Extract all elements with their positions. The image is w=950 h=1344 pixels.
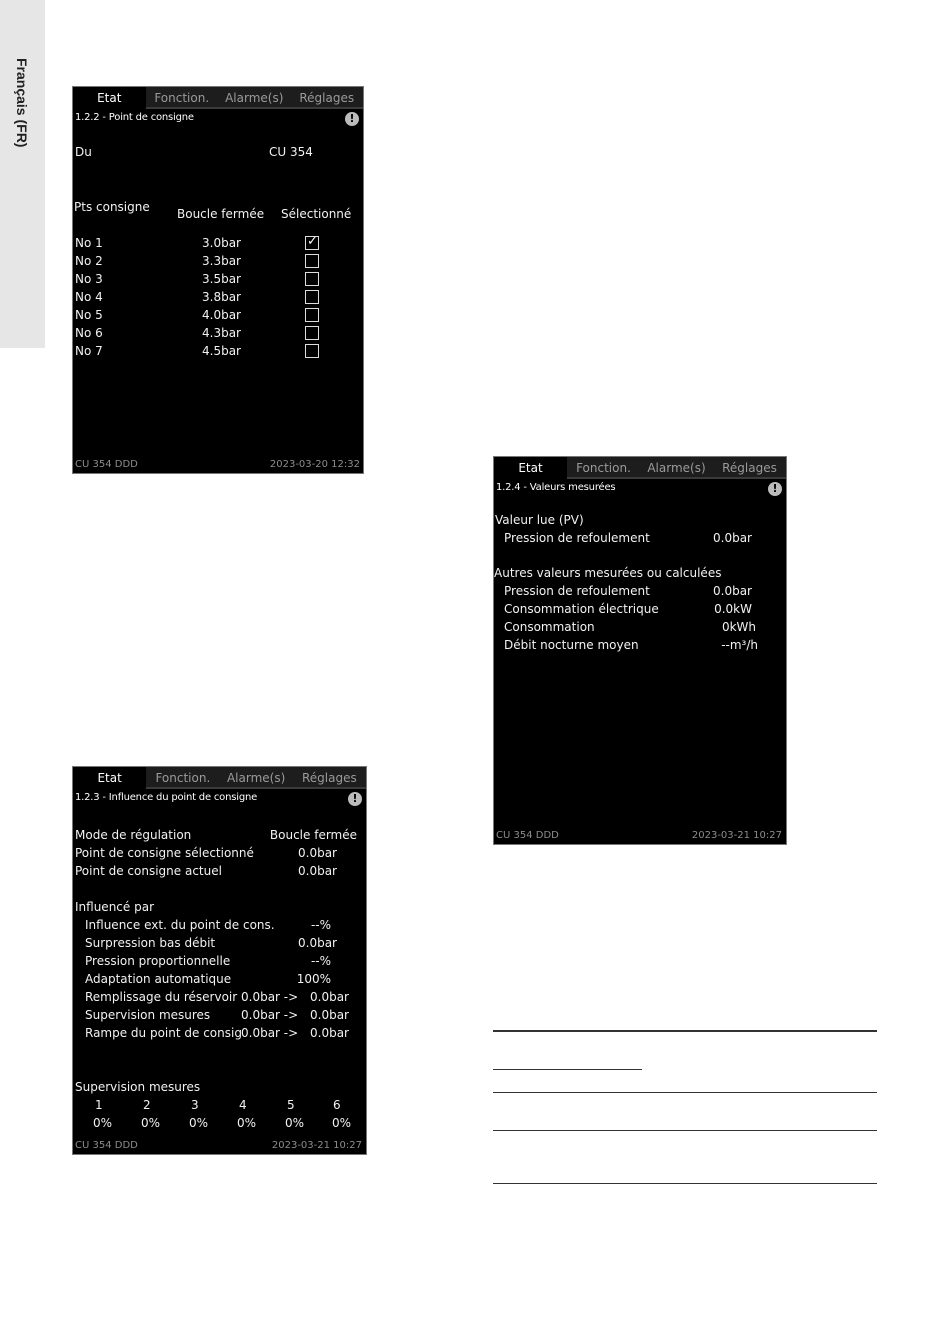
du-label: Du	[75, 145, 92, 159]
tab-etat[interactable]: Etat	[73, 87, 146, 109]
influence-value: --%	[310, 954, 331, 968]
influence-heading: Influencé par	[75, 900, 154, 914]
selected-checkbox[interactable]	[305, 326, 319, 340]
screen-setpoint-influence	[72, 766, 367, 1155]
measured-label: Consommation électrique	[504, 602, 659, 616]
screen-measured-values	[493, 456, 787, 845]
influence-value: 100%	[296, 972, 331, 986]
col-header-selected: Sélectionné	[281, 207, 352, 221]
supervision-value: 0%	[332, 1116, 352, 1130]
other-values-heading: Autres valeurs mesurées ou calculées	[494, 566, 722, 580]
influence-value: 0.0bar	[298, 936, 337, 950]
tab-bar	[73, 87, 363, 109]
setpoint-label: No 3	[75, 272, 103, 286]
measured-label: Débit nocturne moyen	[504, 638, 639, 652]
measured-value: 0.0kW	[714, 602, 752, 616]
supervision-number: 2	[143, 1098, 151, 1112]
tab-alarmes[interactable]: Alarme(s)	[220, 767, 293, 789]
influence-value: --%	[310, 918, 331, 932]
supervision-number: 4	[239, 1098, 247, 1112]
selected-checkbox[interactable]	[305, 254, 319, 268]
measured-label: Pression de refoulement	[504, 584, 650, 598]
influence-from-value: 0.0bar ->	[241, 1008, 299, 1022]
breadcrumb: 1.2.3 - Influence du point de consigne	[75, 792, 258, 803]
tab-bar	[73, 767, 366, 789]
pv-heading: Valeur lue (PV)	[495, 513, 584, 527]
setpoint-label: No 7	[75, 344, 103, 358]
selected-checkbox[interactable]	[305, 290, 319, 304]
influence-label: Influence ext. du point de cons.	[85, 918, 275, 932]
footer-datetime: 2023-03-21 10:27	[691, 830, 782, 841]
language-side-tab	[0, 0, 45, 348]
breadcrumb: 1.2.2 - Point de consigne	[75, 112, 194, 123]
setpoint-value: 3.3bar	[202, 254, 241, 268]
screen-setpoint	[72, 86, 364, 474]
measured-value: 0.0bar	[713, 584, 752, 598]
setpoint-label: No 6	[75, 326, 103, 340]
setpoint-label: No 5	[75, 308, 103, 322]
mode-label: Mode de régulation	[75, 828, 192, 842]
breadcrumb: 1.2.4 - Valeurs mesurées	[496, 482, 616, 493]
selected-setpoint-label: Point de consigne sélectionné	[75, 846, 254, 860]
influence-from-value: 0.0bar ->	[241, 1026, 299, 1040]
selected-checkbox[interactable]	[305, 308, 319, 322]
tab-fonction[interactable]: Fonction.	[146, 767, 219, 789]
measured-value: 0kWh	[721, 620, 756, 634]
supervision-value: 0%	[189, 1116, 209, 1130]
tab-bar	[494, 457, 786, 479]
influence-label: Supervision mesures	[85, 1008, 211, 1022]
supervision-value: 0%	[141, 1116, 161, 1130]
supervision-value: 0%	[93, 1116, 113, 1130]
supervision-value: 0%	[285, 1116, 305, 1130]
setpoint-label: No 2	[75, 254, 103, 268]
table-row-divider	[493, 1092, 877, 1093]
measured-value: --m³/h	[721, 638, 758, 652]
influence-label: Rampe du point de consig	[85, 1026, 242, 1040]
tab-alarmes[interactable]: Alarme(s)	[218, 87, 291, 109]
col-header-closed-loop: Boucle fermée	[177, 207, 265, 221]
selected-setpoint-value: 0.0bar	[298, 846, 337, 860]
tab-fonction[interactable]: Fonction.	[146, 87, 219, 109]
setpoint-value: 3.5bar	[202, 272, 241, 286]
influence-label: Pression proportionnelle	[85, 954, 231, 968]
info-icon[interactable]: !	[768, 482, 782, 496]
supervision-number: 6	[333, 1098, 341, 1112]
setpoint-value: 4.3bar	[202, 326, 241, 340]
supervision-number: 1	[95, 1098, 103, 1112]
info-icon[interactable]: !	[345, 112, 359, 126]
footer-device: CU 354 DDD	[496, 830, 559, 841]
influence-value: 0.0bar	[310, 1026, 349, 1040]
tab-fonction[interactable]: Fonction.	[567, 457, 640, 479]
influence-label: Remplissage du réservoir	[85, 990, 238, 1004]
influence-label: Surpression bas débit	[85, 936, 216, 950]
influence-label: Adaptation automatique	[85, 972, 232, 986]
setpoint-value: 4.5bar	[202, 344, 241, 358]
supervision-number: 3	[191, 1098, 199, 1112]
influence-value: 0.0bar	[310, 1008, 349, 1022]
supervision-heading: Supervision mesures	[75, 1080, 201, 1094]
influence-from-value: 0.0bar ->	[241, 990, 299, 1004]
tab-alarmes[interactable]: Alarme(s)	[640, 457, 713, 479]
col-header-setpoints: Pts consigne	[74, 200, 150, 214]
table-row-divider	[493, 1130, 877, 1131]
language-label: Français (FR)	[14, 58, 30, 148]
supervision-number: 5	[287, 1098, 295, 1112]
tab-reglages[interactable]: Réglages	[713, 457, 786, 479]
tab-reglages[interactable]: Réglages	[291, 87, 364, 109]
mode-value: Boucle fermée	[269, 828, 357, 842]
influence-value: 0.0bar	[310, 990, 349, 1004]
footer-datetime: 2023-03-20 12:32	[269, 459, 360, 470]
footer-device: CU 354 DDD	[75, 1140, 138, 1151]
du-value: CU 354	[269, 145, 313, 159]
selected-checkbox[interactable]	[305, 236, 319, 250]
setpoint-label: No 4	[75, 290, 103, 304]
setpoint-label: No 1	[75, 236, 103, 250]
tab-reglages[interactable]: Réglages	[293, 767, 366, 789]
tab-etat[interactable]: Etat	[73, 767, 146, 789]
table-bottom-rule	[493, 1183, 877, 1184]
measured-label: Consommation	[504, 620, 595, 634]
footer-device: CU 354 DDD	[75, 459, 138, 470]
table-top-rule	[493, 1030, 877, 1032]
actual-setpoint-value: 0.0bar	[298, 864, 337, 878]
selected-checkbox[interactable]	[305, 272, 319, 286]
selected-checkbox[interactable]	[305, 344, 319, 358]
footer-datetime: 2023-03-21 10:27	[271, 1140, 362, 1151]
actual-setpoint-label: Point de consigne actuel	[75, 864, 222, 878]
pv-value: 0.0bar	[713, 531, 752, 545]
table-header-underline	[493, 1069, 642, 1070]
setpoint-value: 4.0bar	[202, 308, 241, 322]
tab-etat[interactable]: Etat	[494, 457, 567, 479]
setpoint-value: 3.8bar	[202, 290, 241, 304]
supervision-value: 0%	[237, 1116, 257, 1130]
pv-label: Pression de refoulement	[504, 531, 650, 545]
info-icon[interactable]: !	[348, 792, 362, 806]
setpoint-value: 3.0bar	[202, 236, 241, 250]
